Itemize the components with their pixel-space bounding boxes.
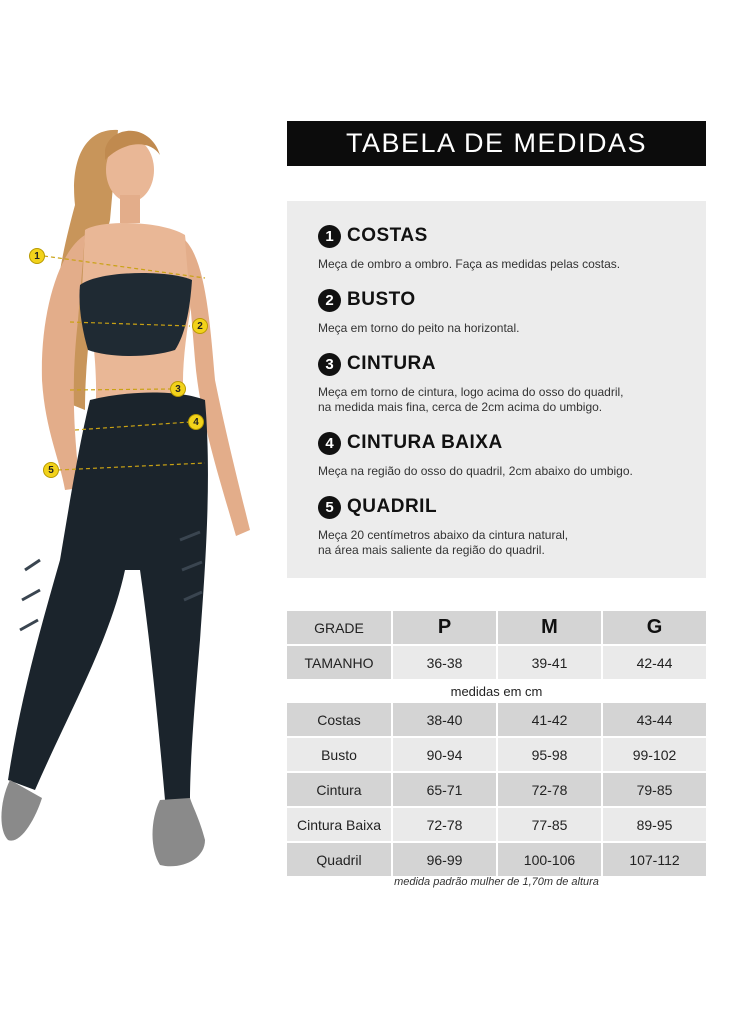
measure-description: Meça em torno de cintura, logo acima do osso do quadril, na medida mais fina, cerca de 2cm acima do umbigo. [318, 385, 624, 414]
table-row [287, 738, 706, 771]
measure-item-costas [318, 223, 694, 272]
row-label: Cintura [287, 773, 391, 806]
table-cell: 77-85 [498, 808, 601, 841]
row-label: Busto [287, 738, 391, 771]
marker-3: 3 [170, 381, 186, 397]
measure-description: Meça na região do osso do quadril, 2cm abaixo do umbigo. [318, 464, 633, 478]
size-table [287, 611, 706, 878]
table-row [287, 773, 706, 806]
table-cell: 43-44 [603, 703, 706, 736]
size-header-g: G [603, 611, 706, 644]
table-cell: 107-112 [603, 843, 706, 876]
marker-4: 4 [188, 414, 204, 430]
measure-item-cintura-baixa [318, 430, 694, 479]
measure-title: QUADRIL [347, 496, 438, 517]
table-row-tamanho [287, 646, 706, 679]
row-label: Costas [287, 703, 391, 736]
table-cell: 36-38 [393, 646, 496, 679]
table-row [287, 808, 706, 841]
row-label: Cintura Baixa [287, 808, 391, 841]
measure-title: COSTAS [347, 225, 428, 246]
grade-label: GRADE [287, 611, 391, 644]
table-row [287, 843, 706, 876]
number-badge: 3 [318, 353, 341, 376]
measure-item-busto [318, 287, 694, 336]
measure-description: Meça de ombro a ombro. Faça as medidas pelas costas. [318, 257, 621, 271]
model-figure [0, 100, 280, 900]
table-cell: 41-42 [498, 703, 601, 736]
measure-description: Meça em torno do peito na horizontal. [318, 321, 520, 335]
measure-title: CINTURA [347, 353, 436, 374]
size-header-m: M [498, 611, 601, 644]
measure-description: Meça 20 centímetros abaixo da cintura natural, na área mais saliente da região do quadril. [318, 528, 569, 557]
page-title: TABELA DE MEDIDAS [287, 121, 706, 166]
number-badge: 4 [318, 432, 341, 455]
footnote: medida padrão mulher de 1,70m de altura [394, 876, 599, 888]
model-illustration [0, 100, 280, 900]
units-label: medidas em cm [450, 683, 543, 699]
marker-5: 5 [43, 462, 59, 478]
measure-item-cintura [318, 351, 694, 415]
table-cell: 95-98 [498, 738, 601, 771]
table-row [287, 703, 706, 736]
measure-title: CINTURA BAIXA [347, 432, 503, 453]
row-label: TAMANHO [287, 646, 391, 679]
table-cell: 89-95 [603, 808, 706, 841]
table-cell: 99-102 [603, 738, 706, 771]
table-cell: 90-94 [393, 738, 496, 771]
table-cell: 42-44 [603, 646, 706, 679]
table-cell: 79-85 [603, 773, 706, 806]
table-header-row [287, 611, 706, 644]
size-header-p: P [393, 611, 496, 644]
row-label: Quadril [287, 843, 391, 876]
table-cell: 72-78 [498, 773, 601, 806]
table-cell: 72-78 [393, 808, 496, 841]
measure-item-quadril [318, 494, 694, 558]
number-badge: 5 [318, 496, 341, 519]
table-cell: 100-106 [498, 843, 601, 876]
marker-2: 2 [192, 318, 208, 334]
table-cell: 65-71 [393, 773, 496, 806]
table-cell: 38-40 [393, 703, 496, 736]
measurement-instructions [287, 201, 706, 578]
marker-1: 1 [29, 248, 45, 264]
table-cell: 39-41 [498, 646, 601, 679]
table-cell: 96-99 [393, 843, 496, 876]
number-badge: 2 [318, 289, 341, 312]
measure-title: BUSTO [347, 289, 416, 310]
number-badge: 1 [318, 225, 341, 248]
